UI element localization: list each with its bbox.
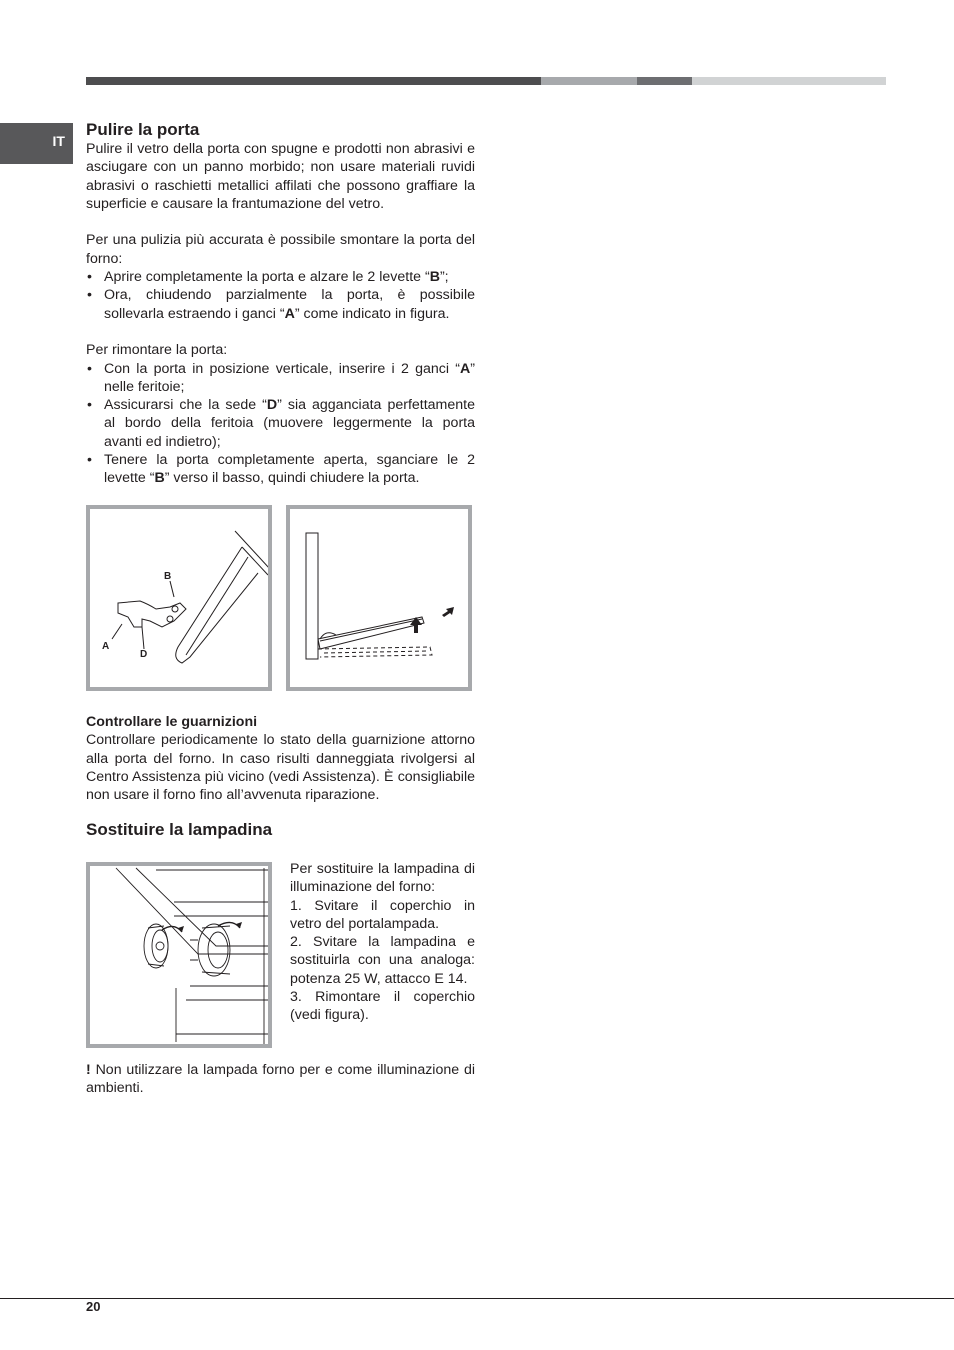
- warning-mark: !: [86, 1062, 91, 1078]
- figure-door-hinge: [86, 505, 272, 691]
- section-title-clean-door: Pulire la porta: [86, 120, 200, 139]
- arrow-right-icon: [442, 607, 454, 617]
- list-item: • Con la porta in posizione verticale, inserire i 2 ganci “A” nelle feritoie;: [87, 360, 475, 395]
- list-remove-steps: [86, 268, 475, 323]
- label-a: A: [102, 641, 110, 652]
- header-bar-segment-4: [692, 77, 886, 85]
- language-tab-label: IT: [52, 133, 65, 149]
- figure-door-removal: [286, 505, 472, 691]
- oven-lamp-illustration: [90, 866, 268, 1044]
- door-hinge-illustration: [90, 509, 268, 687]
- language-tab: [0, 123, 73, 164]
- paragraph-refit-door: Per rimontare la porta:: [86, 342, 228, 359]
- label-b: B: [164, 571, 172, 582]
- header-bar-segment-2: [541, 77, 637, 85]
- warning-text: Non utilizzare la lampada forno per e come illuminazione di ambienti.: [86, 1062, 475, 1097]
- section-title-replace-bulb: Sostituire la lampadina: [86, 820, 273, 839]
- header-bar-segment-3: [637, 77, 692, 85]
- list-item: • Ora, chiudendo parzialmente la porta, è possibile sollevarla estraendo i ganci “A” come indicato in figura.: [87, 287, 475, 322]
- section-clean-door: [86, 120, 475, 488]
- list-item: • Aprire completamente la porta e alzare le 2 levette “B”;: [87, 269, 449, 286]
- paragraph-clean-glass: Pulire il vetro della porta con spugne e prodotti non abrasivi e asciugare con un panno morbido; non usare materiali ruvidi abrasivi o raschietti metallici affilati che possono graffiare la superficie e causare la frantumazione del vetro.: [86, 141, 475, 212]
- bulb-step-3: 3. Rimontare il coperchio (vedi figura).: [290, 989, 475, 1024]
- bulb-step-2: 2. Svitare la lampadina e sostituirla con una analoga: potenza 25 W, attacco E 14.: [290, 934, 475, 987]
- section-check-gaskets: [86, 713, 475, 804]
- bulb-instructions: [290, 860, 475, 1025]
- list-item: • Tenere la porta completamente aperta, sganciare le 2 levette “B” verso il basso, quindi chiudere la porta.: [87, 452, 475, 487]
- bulb-step-1: 1. Svitare il coperchio in vetro del portalampada.: [290, 897, 475, 932]
- list-refit-steps: [86, 360, 475, 488]
- page-number: 20: [86, 1299, 101, 1314]
- warning-note: [86, 1061, 475, 1098]
- bulb-step-intro: Per sostituire la lampadina di illuminazione del forno:: [290, 861, 475, 896]
- key-letter: B: [154, 470, 165, 487]
- list-item: • Assicurarsi che la sede “D” sia agganciata perfettamente al bordo della feritoia (muovere leggermente la porta avanti ed indietro);: [87, 397, 475, 450]
- header-color-bar: [86, 77, 886, 85]
- key-letter: A: [460, 360, 471, 377]
- section-title-gaskets: Controllare le guarnizioni: [86, 714, 258, 730]
- key-letter: D: [266, 397, 278, 414]
- key-letter: B: [429, 269, 440, 286]
- paragraph-gaskets: Controllare periodicamente lo stato della guarnizione attorno alla porta del forno. In caso risulti danneggiata rivolgersi al Centro Assistenza più vicino (vedi Assistenza). È consigliabile non usare il forno fino all’avvenuta riparazione.: [86, 732, 475, 804]
- label-d: D: [140, 649, 148, 660]
- door-removal-illustration: [290, 509, 468, 687]
- footer-rule: [0, 1298, 954, 1299]
- paragraph-remove-door: Per una pulizia più accurata è possibile smontare la porta del forno:: [86, 232, 475, 267]
- header-bar-segment-1: [86, 77, 541, 85]
- section-replace-bulb: [86, 820, 475, 840]
- figure-oven-lamp: [86, 862, 272, 1048]
- key-letter: A: [284, 305, 295, 322]
